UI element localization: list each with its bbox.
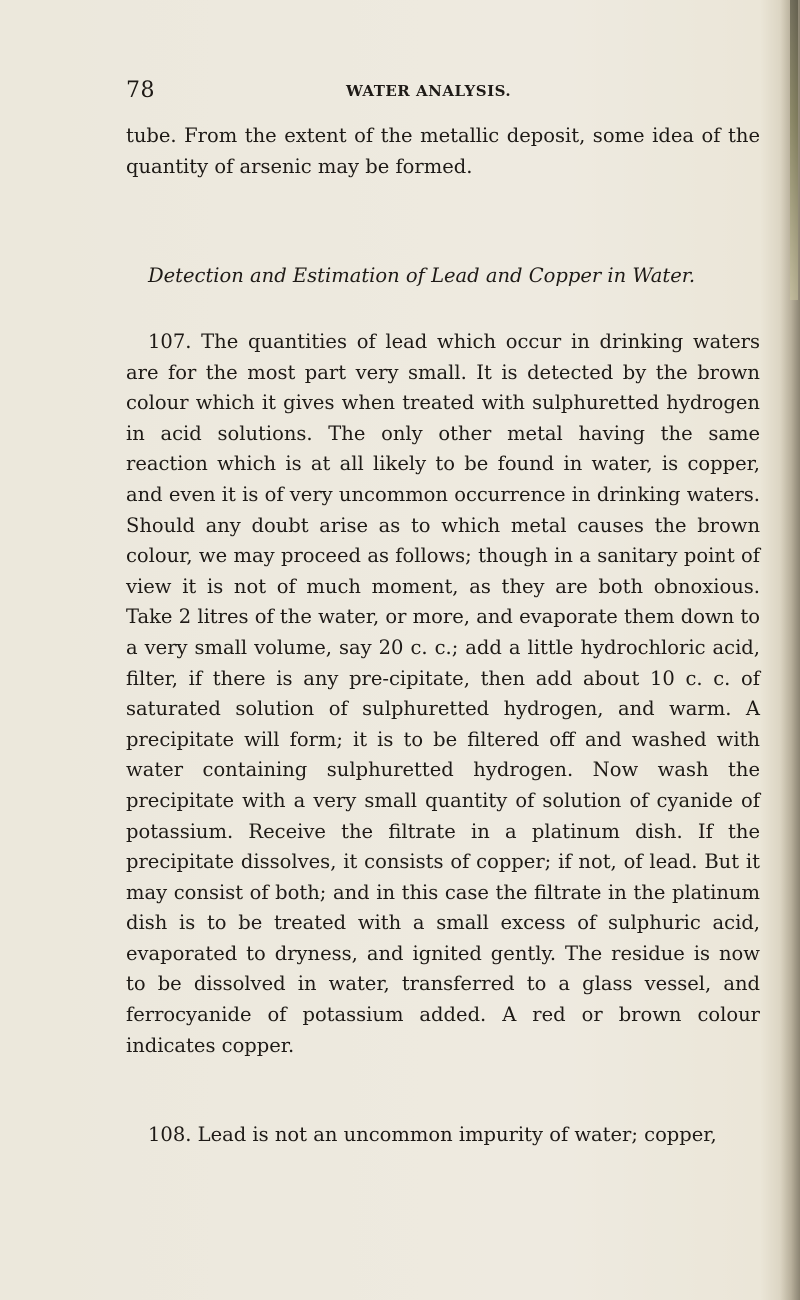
paragraph-107: 107. The quantities of lead which occur in drinking waters are for the most part very small. It is detected by the brown colour which it gives when treated with sulphuretted hydrogen in acid solutions. The only other metal having the same reaction which is at all likely to be found in water, is copper, and even it is of very uncommon occurrence in drinking waters. Should any doubt arise as to which metal causes the brown colour, we may proceed as follows; though in a sanitary point of view it is not of much moment, as they are both obnoxious. Take 2 litres of the water, or more, and evaporate them down to a very small volume, say 20 c. c.; add a little hydrochloric acid, filter, if there is any pre-cipitate, then add about 10 c. c. of saturated solution of sulphuretted hydrogen, and warm. A precipitate will form; it is to be filtered off and washed with water containing sulphuretted hydrogen. Now wash the precipitate with a very small quantity of solution of cyanide of potassium. Receive the filtrate in a platinum dish. If the precipitate dissolves, it consists of copper; if not, of lead. But it may consist of both; and in this case the filtrate in the platinum dish is to be treated with a small excess of sulphuric acid, evaporated to dryness, and ignited gently. The residue is now to be dissolved in water, transferred to a glass vessel, and ferrocyanide of potassium added. A red or brown colour indicates copper.	[126, 330, 760, 1057]
paragraph-108: 108. Lead is not an uncommon impurity of water; copper,	[148, 1123, 717, 1146]
page-header	[126, 78, 766, 108]
running-head: WATER ANALYSIS.	[346, 82, 512, 100]
continuation-paragraph: tube. From the extent of the metallic deposit, some idea of the quantity of arsenic may be formed.	[126, 124, 760, 178]
section-heading: Detection and Estimation of Lead and Copper in Water.	[148, 264, 696, 287]
page-edge-mark	[790, 0, 798, 300]
page-number: 78	[126, 78, 155, 103]
